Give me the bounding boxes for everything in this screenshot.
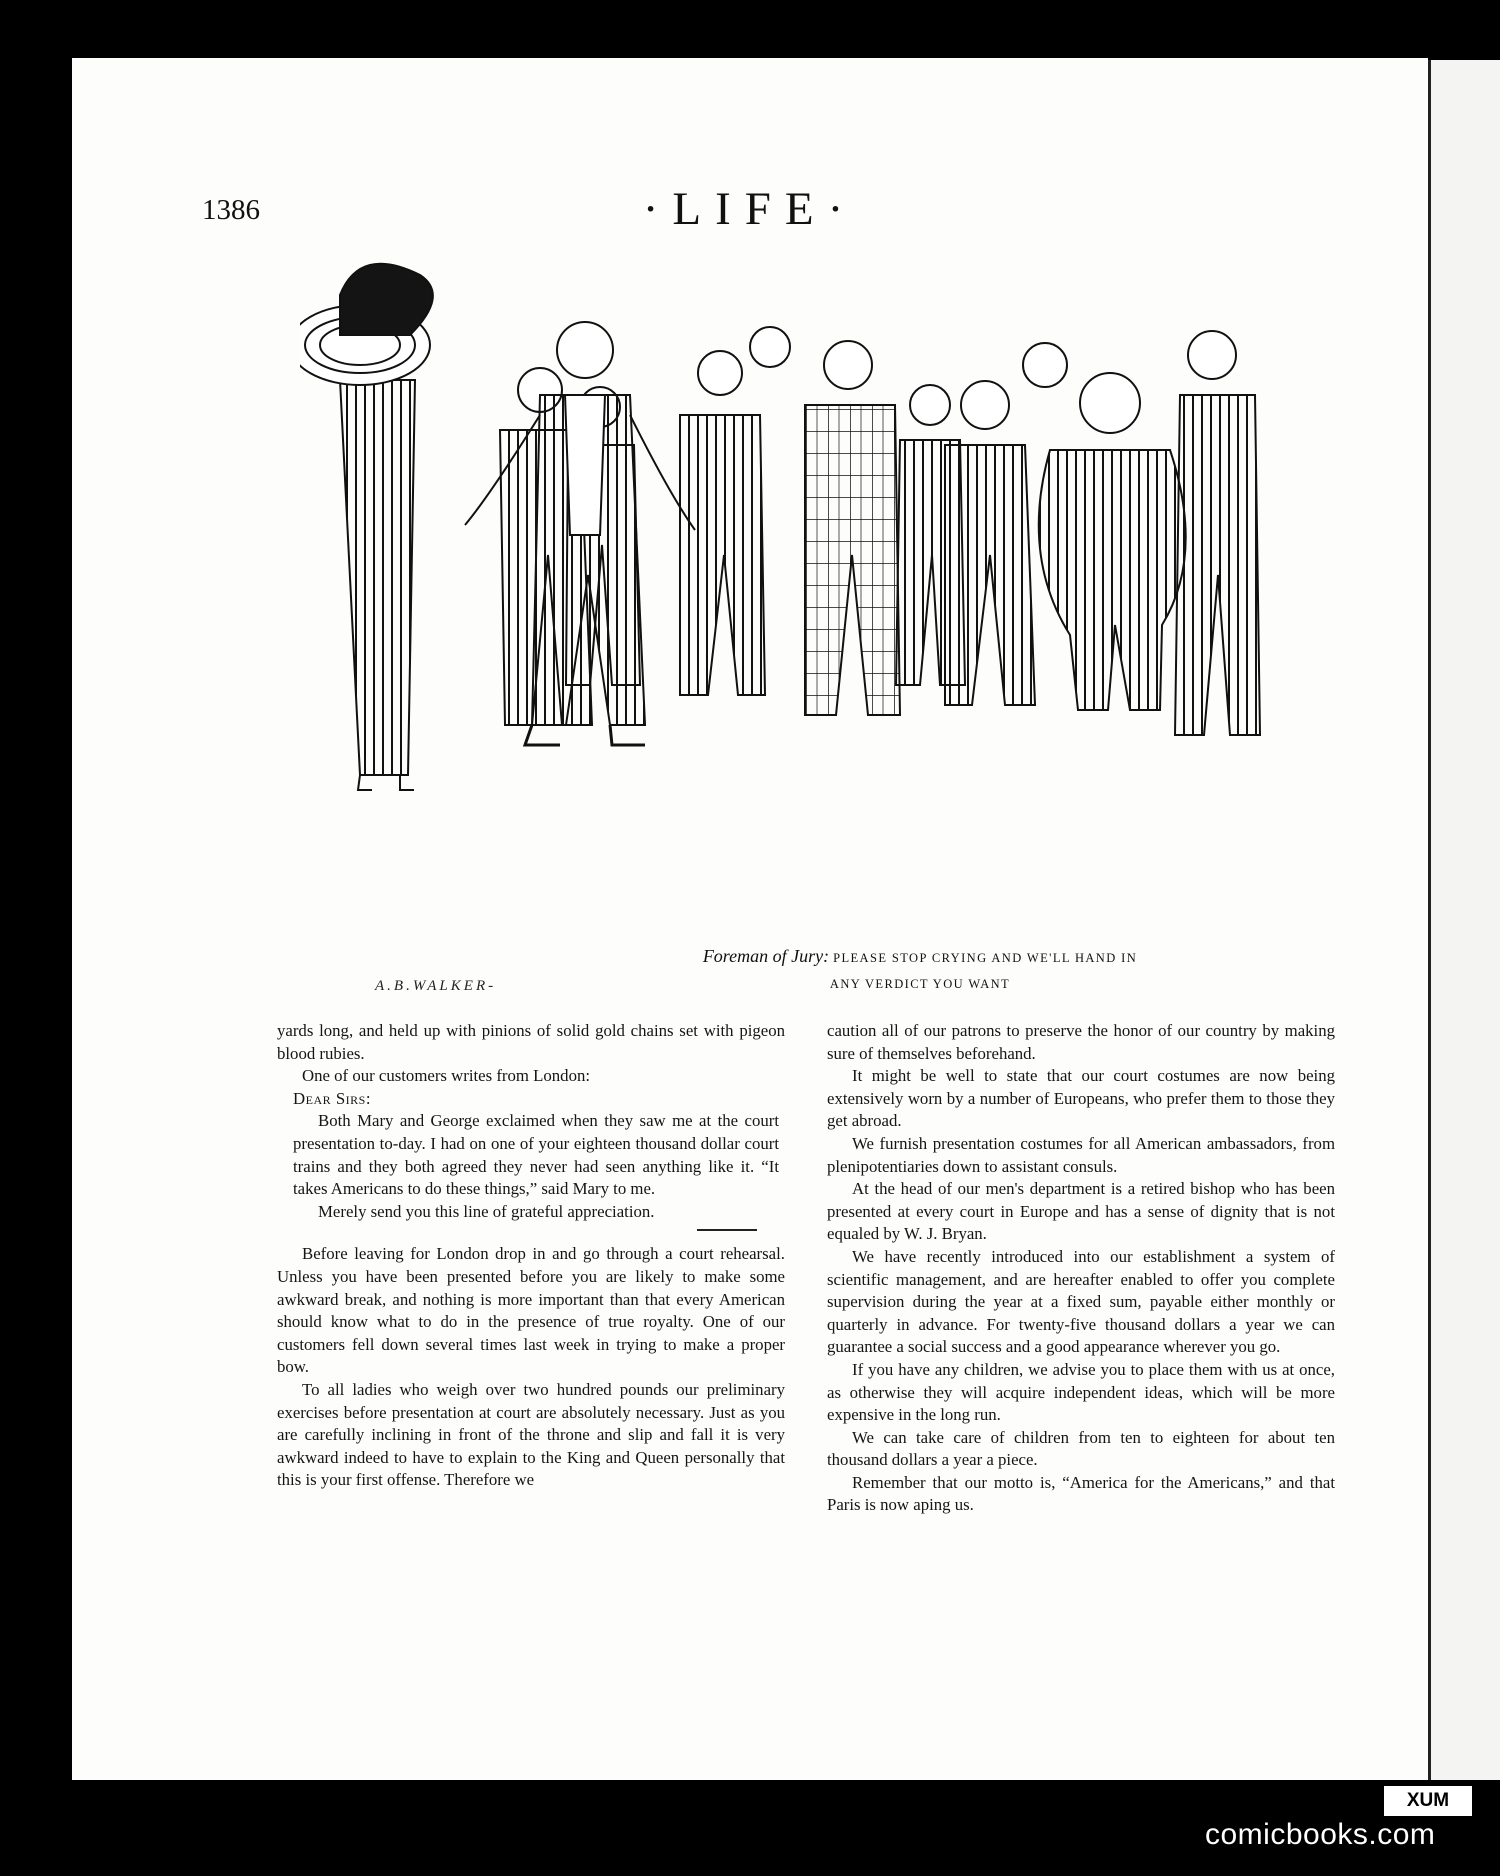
paragraph: One of our customers writes from London: — [302, 1066, 591, 1086]
paragraph: To all ladies who weigh over two hundred pounds our preliminary exercises before presentation at court are absolutely necessary. Just as you are carefully inclining in front of the throne and slip and fall it is very awkward indeed to have to explain to the King and Queen personally that this is your first offense. Therefore we — [277, 1379, 785, 1490]
adjacent-page-edge — [1428, 60, 1500, 1780]
cartoon-illustration — [300, 255, 1310, 990]
caption-line-1: PLEASE STOP CRYING AND WE'LL HAND IN — [833, 951, 1138, 965]
paragraph: yards long, and held up with pinions of solid gold chains set with pigeon blood rubies. — [277, 1021, 785, 1063]
left-text-column — [277, 1020, 785, 1492]
section-divider — [697, 1229, 757, 1231]
paragraph: It might be well to state that our court costumes are now being extensively worn by a number of Europeans, who prefer them to those they get abroad. — [827, 1066, 1335, 1131]
letter-paragraph: Merely send you this line of grateful appreciation. — [318, 1201, 655, 1221]
site-watermark: comicbooks.com — [1205, 1818, 1436, 1851]
letter-paragraph: Both Mary and George exclaimed when they saw me at the court presentation to-day. I had on one of your eighteen thousand dollar court trains and they both agreed they never had seen anything like it. “It takes Americans to do these things,” said Mary to me. — [293, 1111, 779, 1199]
xum-badge: XUM — [1384, 1786, 1472, 1816]
paragraph: Before leaving for London drop in and go through a court rehearsal. Unless you have been presented before you are likely to make some awkward break, and nothing is more important than that every American should know what to do in the presence of true royalty. One of our customers fell down several times last week in trying to make a proper bow. — [277, 1244, 785, 1377]
paragraph: Remember that our motto is, “America for the Americans,” and that Paris is now aping us. — [827, 1472, 1335, 1515]
masthead-title: ·LIFE· — [642, 183, 858, 235]
woman-with-plumed-hat — [300, 264, 433, 790]
paragraph: At the head of our men's department is a retired bishop who has been presented at every court in Europe and has a sense of dignity that is not equaled by W. J. Bryan. — [827, 1179, 1335, 1244]
right-text-column — [827, 1020, 1335, 1517]
artist-signature: A.B.WALKER- — [375, 978, 497, 994]
cartoon-caption — [640, 944, 1200, 997]
paragraph: If you have any children, we advise you to place them with us at once, as otherwise they will acquire independent ideas, which will be more expensive in the long run. — [827, 1359, 1335, 1425]
page-number: 1386 — [202, 194, 260, 226]
paragraph: We furnish presentation costumes for all American ambassadors, from plenipotentiaries down to assistant consuls. — [827, 1133, 1335, 1176]
paragraph: We have recently introduced into our establishment a system of scientific management, and are hereafter enabled to offer you complete supervision during the year at a fixed sum, payable either monthly or quarterly in advance. For twenty-five thousand dollars a year we can guarantee a social success and a good appearance wherever you go. — [827, 1246, 1335, 1357]
paragraph: We can take care of children from ten to eighteen for about ten thousand dollars a year a piece. — [827, 1427, 1335, 1470]
paragraph: caution all of our patrons to preserve the honor of our country by making sure of themselves beforehand. — [827, 1021, 1335, 1063]
caption-line-2: ANY VERDICT YOU WANT — [829, 977, 1011, 991]
caption-speaker: Foreman of Jury: — [702, 946, 830, 966]
letter-salutation: Dear Sirs: — [293, 1088, 371, 1108]
